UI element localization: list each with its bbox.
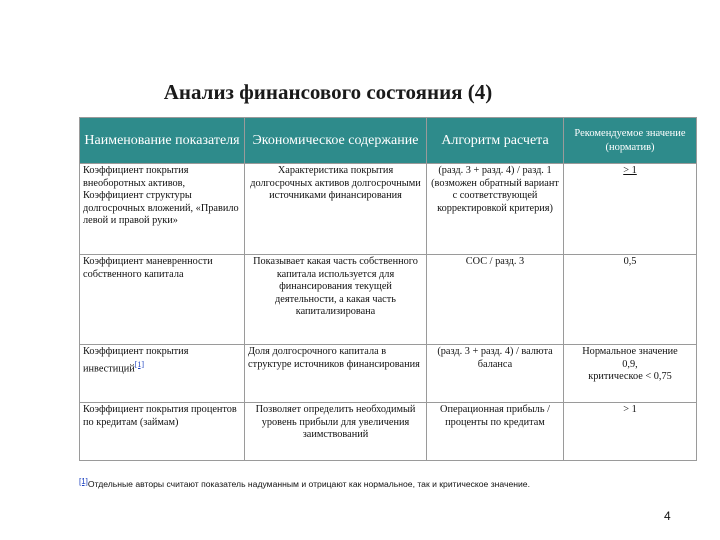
footnote <box>79 477 699 489</box>
cell-indicator-name: Коэффициент покрытия внеоборотных активов, Коэффициент структуры долгосрочных вложений, «Правило левой и правой руки» <box>80 164 245 255</box>
norm-line: Нормальное значение <box>582 346 678 357</box>
table-row <box>80 345 697 403</box>
footnote-reference-link[interactable]: [1] <box>134 359 145 369</box>
header-recommended-value: Рекомендуемое значение (норматив) <box>564 118 697 164</box>
footnote-text: Отдельные авторы считают показатель надуманным и отрицают как нормальное, так и критическое значение. <box>87 479 530 489</box>
norm-line: 0,9, <box>622 358 638 370</box>
header-economic-content: Экономическое содержание <box>245 118 427 164</box>
cell-economic-content: Показывает какая часть собственного капитала используется для финансирования текущей деятельности, а какая часть капитализирована <box>245 255 427 345</box>
financial-ratios-table <box>79 117 697 461</box>
table-header-row <box>80 118 697 164</box>
cell-algorithm: (разд. 3 + разд. 4) / разд. 1 (возможен обратный вариант с соответствующей корректировкой критерия) <box>427 164 564 255</box>
cell-indicator-name: Коэффициент покрытия процентов по кредитам (займам) <box>80 403 245 461</box>
cell-indicator-name-text: Коэффициент покрытия инвестиций <box>83 346 189 374</box>
norm-line: критическое < 0,75 <box>588 371 672 382</box>
cell-norm: > 1 <box>564 403 697 461</box>
cell-norm: > 1 <box>564 164 697 255</box>
cell-indicator-name: Коэффициент маневренности собственного капитала <box>80 255 245 345</box>
slide-title-text: Анализ финансового состояния (4) <box>163 80 493 104</box>
header-indicator-name: Наименование показателя <box>80 118 245 164</box>
footnote-mark: [1] <box>79 477 88 486</box>
header-algorithm: Алгоритм расчета <box>427 118 564 164</box>
cell-economic-content: Характеристика покрытия долгосрочных активов долгосрочными источниками финансирования <box>245 164 427 255</box>
cell-norm: 0,5 <box>564 255 697 345</box>
slide-title <box>0 80 720 105</box>
table-row <box>80 255 697 345</box>
table-row <box>80 403 697 461</box>
page-number: 4 <box>664 509 671 523</box>
cell-indicator-name <box>80 345 245 403</box>
cell-algorithm: СОС / разд. 3 <box>427 255 564 345</box>
cell-algorithm: Операционная прибыль / проценты по кредитам <box>427 403 564 461</box>
cell-algorithm: (разд. 3 + разд. 4) / валюта баланса <box>427 345 564 403</box>
cell-norm <box>564 345 697 403</box>
cell-economic-content: Доля долгосрочного капитала в структуре источников финансирования <box>245 345 427 403</box>
cell-economic-content: Позволяет определить необходимый уровень прибыли для увеличения заимствований <box>245 403 427 461</box>
table-row <box>80 164 697 255</box>
